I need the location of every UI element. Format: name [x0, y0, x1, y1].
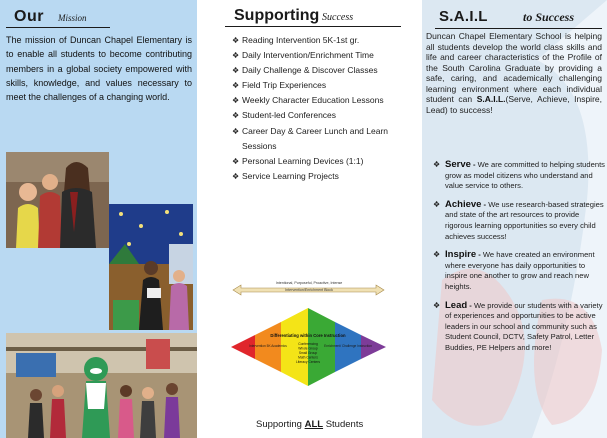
- program-list: [230, 33, 405, 184]
- list-item: ❖ Career Day & Career Lunch and Learn Sessions: [232, 125, 388, 151]
- arrow-label-top: Intentional, Purposeful, Proactive, Intense: [275, 281, 343, 285]
- list-item: ❖ Daily Intervention/Enrichment Time: [232, 50, 374, 61]
- mission-title-script: Mission: [58, 13, 87, 23]
- center-item: Whole Group: [298, 346, 318, 351]
- center-item: Small Group: [298, 351, 318, 355]
- differentiation-diagram: [229, 279, 388, 399]
- pillar-achieve: ❖ Achieve - We use research-based strategies and state of the art resources to provide rigorous learning opportunities so every child achieves success!: [433, 198, 604, 241]
- diagram-caption: Supporting ALL Students: [256, 419, 364, 430]
- center-title: Differentiating within Core Instruction: [270, 333, 346, 338]
- center-item: Literacy Centers: [295, 360, 321, 364]
- students-with-teacher-photo: [6, 152, 109, 248]
- mission-heading: [6, 6, 110, 28]
- mascot-group-photo: [6, 333, 197, 438]
- supporting-title-script: Success: [322, 12, 354, 23]
- sail-title-main: S.A.I.L: [439, 8, 488, 25]
- pillar-serve: ❖ Serve - We are committed to helping students grow as model citizens who understand and value service to others.: [433, 159, 605, 191]
- right-inner-label: Enrichment/ Challenge Instruction: [324, 344, 372, 348]
- list-item: ❖ Weekly Character Education Lessons: [232, 95, 384, 106]
- mission-statement: The mission of Duncan Chapel Elementary is to enable all students to become contributing members in a global society empowered with skills, knowledge, and values necessary to meet the challenges of a changing world.: [6, 35, 192, 103]
- list-item: ❖ Daily Challenge & Discover Classes: [232, 65, 378, 76]
- supporting-title-main: Supporting: [234, 7, 320, 24]
- list-item: ❖ Student-led Conferences: [232, 110, 337, 121]
- list-item: ❖ Field Trip Experiences: [232, 80, 327, 91]
- arrow-label-bottom: Intervention/Enrichment Block: [285, 288, 333, 293]
- list-item: ❖ Service Learning Projects: [232, 170, 339, 181]
- list-item: ❖ Personal Learning Devices (1:1): [232, 155, 364, 166]
- sail-intro: Duncan Chapel Elementary School is helping all students develop the world class skills and life and career characteristics of the Profile of the South Carolina Graduate by providing a safe, caring, and academically challenging learning environment where each individual student can S.A.I.L.(Serve, Achieve, Inspire, Lead) to success!: [426, 31, 602, 115]
- classroom-reading-photo: [109, 204, 193, 330]
- sail-pillars: [430, 160, 606, 362]
- center-item: Math Centers: [298, 355, 318, 360]
- center-item: Conferencing: [298, 342, 318, 346]
- pillar-inspire: ❖ Inspire - We have created an environment where everyone has daily opportunities to inspire one another to grow and reach new heights.: [433, 249, 595, 291]
- supporting-heading: [225, 3, 401, 27]
- left-inner-label: Intervention 5K Academics: [249, 344, 287, 348]
- sail-heading: [435, 5, 602, 29]
- sail-title-script: to Success: [523, 10, 574, 24]
- mission-title-main: Our: [14, 8, 44, 25]
- pillar-lead: ❖ Lead - We provide our students with a variety of experiences and opportunities to be active leaders in our school and community such as Student Council, DCTV, Safety Patrol, Letter Buddies, PE Helpers and more!: [433, 299, 603, 352]
- sail-panel: [422, 0, 607, 438]
- list-item: ❖ Reading Intervention 5K-1st gr.: [232, 35, 360, 45]
